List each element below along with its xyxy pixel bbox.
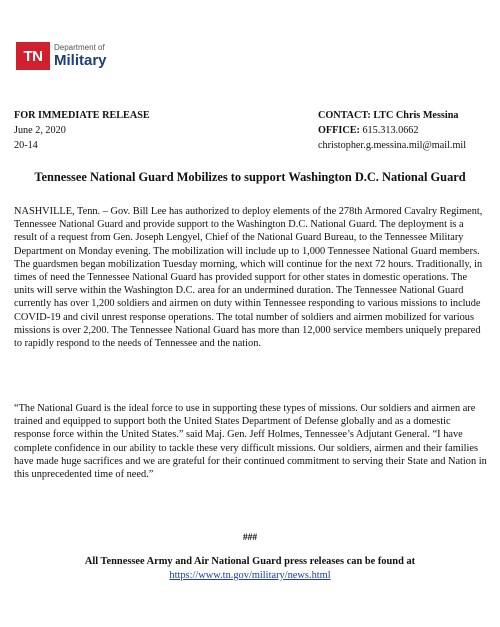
contact-email[interactable]: christopher.g.messina.mil@mail.mil	[318, 140, 467, 151]
contact-label: CONTACT:	[318, 110, 371, 121]
contact-name: LTC Chris Messina	[373, 110, 459, 121]
release-number: 20-14	[14, 140, 38, 151]
office-phone: 615.313.0662	[362, 125, 419, 136]
tn-military-logo	[16, 42, 107, 70]
release-date: June 2, 2020	[14, 125, 66, 136]
logo-military-text: Military	[54, 52, 107, 69]
footer	[0, 555, 500, 583]
release-info	[14, 108, 150, 153]
footer-text: All Tennessee Army and Air National Guard press releases can be found at	[84, 556, 416, 567]
body-paragraph-1: NASHVILLE, Tenn. – Gov. Bill Lee has authorized to deploy elements of the 278th Armored Cavalry Regiment, Tennessee National Guard and provide support to the Washington D.C. National Guard. The deployment is a result of a request from Gen. Joseph Lengyel, Chief of the National Guard Bureau, to the Tennessee Military Department on Monday evening. The mobilization will include up to 1,000 Tennessee National Guard members. The guardsmen began mobilization Tuesday morning, which will continue for the next 72 hours. Traditionally, in times of need the Tennessee National Guard has provided support for other states in domestic operations. The units will serve within the Washington D.C. area for an undermined duration. The Tennessee National Guard currently has over 1,200 soldiers and airmen on duty within Tennessee responding to various missions to include COVID-19 and civil unrest response operations. The total number of soldiers and airmen mobilized for various missions is over 2,200. The Tennessee National Guard has more than 12,000 service members uniquely prepared to rapidly respond to the needs of Tennessee and the nation.	[14, 206, 483, 350]
end-mark: ###	[242, 533, 258, 543]
office-label: OFFICE:	[318, 125, 360, 136]
headline: Tennessee National Guard Mobilizes to support Washington D.C. National Guard	[34, 170, 466, 184]
press-releases-link[interactable]: https://www.tn.gov/military/news.html	[169, 570, 331, 581]
logo-department-text: Department of	[54, 43, 105, 52]
tn-logo-mark: TN	[16, 42, 50, 70]
release-label: FOR IMMEDIATE RELEASE	[14, 110, 150, 121]
contact-info	[318, 108, 466, 153]
body-paragraph-2: “The National Guard is the ideal force to use in supporting these types of missions. Our soldiers and airmen are trained and equipped to support both the United States Department of Defense globally and as a domestic response force within the United States.” said Maj. Gen. Jeff Holmes, Tennessee’s Adjutant General. “I have complete confidence in our ability to tackle these very difficult missions. Our soldiers, airmen and their families have made huge sacrifices and we are grateful for their continued commitment to serving their State and Nation in this unprecedented time of need.”	[14, 403, 487, 481]
